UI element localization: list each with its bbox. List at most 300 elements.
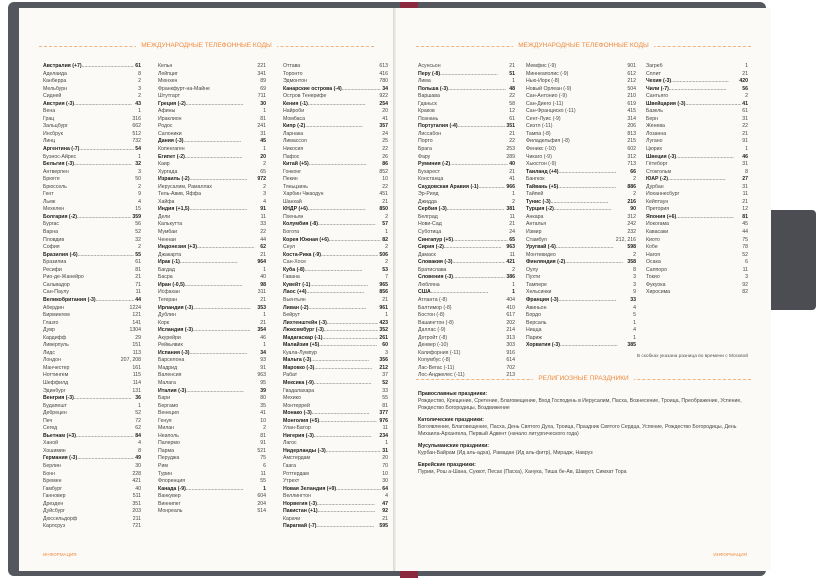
place-name: Порто — [418, 138, 433, 145]
city-code-row — [646, 229, 748, 237]
place-name: Ливерпуль — [43, 342, 69, 349]
place-name: Мемфис (-9) — [526, 63, 557, 69]
place-name: Стамбул — [526, 236, 547, 243]
city-code-row — [646, 131, 748, 139]
holiday-group-text: Богоявление, Благовещение, Пасха, День Святого Духа, Троица, Праздник Святого Сердца, Успение, Рождество Богородицы, День Михаила-Архангела, Первый Адвент (начало литургического года) — [418, 424, 737, 437]
dial-code: 228 — [132, 470, 141, 477]
dial-code: 10 — [382, 176, 388, 183]
city-code-row — [526, 335, 636, 343]
country-code-row — [418, 259, 515, 267]
place-name: Нидерланды (-3) ..... — [283, 448, 381, 456]
codes-column-1 — [418, 63, 515, 380]
dial-code: 21 — [742, 198, 748, 205]
page-header: МЕЖДУНАРОДНЫЕ ТЕЛЕФОННЫЕ КОДЫ — [19, 42, 394, 49]
dial-code: 91 — [742, 138, 748, 145]
city-code-row — [158, 493, 266, 501]
city-code-row — [158, 199, 266, 207]
country-code-row — [418, 71, 515, 79]
place-name: Ванкувер — [158, 493, 181, 500]
dial-code: 45 — [742, 221, 748, 228]
country-code-row — [283, 486, 388, 494]
city-code-row — [158, 297, 266, 305]
place-name: Дуйсбург — [43, 508, 65, 515]
city-code-row — [43, 365, 141, 373]
place-name: Финляндия (-2) ..... — [526, 259, 626, 267]
city-code-row — [646, 221, 748, 229]
dial-code: 11 — [260, 470, 266, 477]
city-code-row — [283, 176, 388, 184]
dial-code: 151 — [132, 342, 141, 349]
place-name: Сальвадор — [43, 281, 70, 288]
country-code-row — [646, 176, 748, 184]
place-name: Антверпен — [43, 168, 69, 175]
dial-code: 81 — [742, 213, 748, 220]
city-code-row — [43, 312, 141, 320]
dial-code: 312 — [627, 213, 636, 220]
place-name: Варна — [43, 229, 58, 236]
place-name: Инсбрук — [43, 130, 63, 137]
dial-code: 34 — [260, 349, 266, 356]
place-name: Найроби — [283, 108, 305, 115]
country-code-row — [283, 320, 388, 328]
place-name: Дамаск — [418, 251, 436, 258]
dial-code: 1 — [385, 312, 388, 319]
dial-code: 41 — [509, 176, 515, 183]
place-name: Сирия (-2) ..... — [418, 244, 505, 252]
dial-code: 1 — [138, 153, 141, 160]
dial-code: 2 — [512, 266, 515, 273]
dial-code: 965 — [379, 281, 388, 288]
place-name: Вена — [43, 108, 56, 115]
place-name: Португалия (-4) ..... — [418, 123, 505, 131]
dial-code: 93 — [260, 357, 266, 364]
place-name: Афины — [158, 108, 176, 115]
place-name: Марокко (-3) ..... — [283, 365, 378, 373]
dial-code: 2 — [138, 93, 141, 100]
city-code-row — [158, 86, 266, 94]
dial-code: 53 — [382, 266, 388, 273]
place-name: Рио-де-Жанейро — [43, 274, 84, 281]
dial-code: 31 — [260, 130, 266, 137]
place-name: Шанхай — [283, 198, 302, 205]
dial-code: 210 — [627, 93, 636, 100]
dial-code: 2 — [263, 161, 266, 168]
place-name: Ларнака — [283, 130, 304, 137]
dial-code: 504 — [627, 85, 636, 92]
city-code-row — [43, 123, 141, 131]
dial-code: 4 — [138, 440, 141, 447]
holiday-group-title: Православные праздники: — [418, 391, 488, 397]
place-name: Токио — [646, 274, 660, 281]
city-code-row — [43, 206, 141, 214]
dial-code: 86 — [382, 161, 388, 168]
place-name: Сеул — [283, 244, 296, 251]
place-name: Льеж — [43, 198, 56, 205]
city-code-row — [526, 116, 636, 124]
dial-code: 404 — [506, 296, 515, 303]
city-code-row — [283, 78, 388, 86]
place-name: Палермо — [158, 440, 180, 447]
place-name: Абердин — [43, 304, 64, 311]
city-code-row — [526, 63, 636, 71]
dial-code: 359 — [132, 213, 141, 220]
dial-code: 61 — [135, 259, 141, 266]
place-name: Багдад — [158, 266, 175, 273]
place-name: Индия (+1,5) ..... — [158, 206, 259, 214]
dial-code: 22 — [382, 183, 388, 190]
place-name: Гвадалахара — [283, 387, 315, 394]
city-code-row — [526, 214, 636, 222]
dial-code: 12 — [509, 108, 515, 115]
place-name: Пекин — [283, 176, 298, 183]
dial-code: 3 — [633, 274, 636, 281]
country-code-row — [526, 342, 636, 350]
place-name: Мадагаскар (-1) ..... — [283, 335, 378, 343]
dial-code: 852 — [379, 168, 388, 175]
city-code-row — [43, 221, 141, 229]
country-code-row — [418, 244, 515, 252]
dial-code: 254 — [379, 100, 388, 107]
place-name: Хельсинки — [526, 289, 552, 296]
dial-code: 856 — [379, 289, 388, 296]
place-name: Тайвань (+5) ..... — [526, 184, 626, 192]
dial-code: 4 — [263, 198, 266, 205]
place-name: Канарские острова (-4) ..... — [283, 86, 381, 94]
city-code-row — [283, 297, 388, 305]
dial-code: 6 — [263, 462, 266, 469]
place-name: Эр-Рияд — [418, 191, 439, 198]
place-name: Мехелен — [43, 206, 65, 213]
city-code-row — [43, 267, 141, 275]
dial-code: 10 — [382, 470, 388, 477]
place-name: Бремен — [43, 478, 62, 485]
country-code-row — [418, 206, 515, 214]
city-code-row — [526, 320, 636, 328]
place-name: Чикаго (-9) — [526, 153, 552, 160]
page-footer: ИНФОРМАЦИЯ — [713, 552, 747, 557]
city-code-row — [43, 78, 141, 86]
country-code-row — [43, 161, 141, 169]
place-name: Гавана — [283, 274, 300, 281]
city-code-row — [158, 108, 266, 116]
place-name: Остров Тенерифе — [283, 93, 327, 100]
country-code-row — [43, 433, 141, 441]
city-code-row — [43, 478, 141, 486]
place-name: Испания (-3) ..... — [158, 350, 259, 358]
place-name: Ирландия (-3) ..... — [158, 305, 256, 313]
dial-code: 21 — [260, 251, 266, 258]
city-code-row — [43, 131, 141, 139]
city-code-row — [158, 410, 266, 418]
place-name: Египет (-2) ..... — [158, 154, 259, 162]
dial-code: 1 — [138, 108, 141, 115]
place-name: США ..... — [418, 289, 511, 297]
dial-code: 98 — [260, 281, 266, 288]
dial-code: 3 — [633, 281, 636, 288]
place-name: Перу (-8) ..... — [418, 71, 508, 79]
dial-code: 613 — [379, 63, 388, 69]
place-name: Познань — [418, 115, 439, 122]
dial-code: 423 — [379, 319, 388, 326]
place-name: Мексика (-9) ..... — [283, 380, 381, 388]
dial-code: 964 — [257, 259, 266, 266]
dial-code: 64 — [382, 485, 388, 492]
dial-code: 11 — [742, 266, 748, 273]
dial-code: 72 — [135, 417, 141, 424]
dial-code: 204 — [257, 500, 266, 507]
place-name: Мельбурн — [43, 85, 67, 92]
dial-code: 595 — [379, 523, 388, 530]
place-name: Копенгаген — [158, 146, 185, 153]
city-code-row — [646, 252, 748, 260]
city-code-row — [43, 440, 141, 448]
city-code-row — [646, 259, 748, 267]
place-name: Дурбан — [646, 183, 664, 190]
city-code-row — [418, 327, 515, 335]
city-code-row — [158, 463, 266, 471]
dial-code: 40 — [135, 485, 141, 492]
dial-code: 415 — [627, 108, 636, 115]
city-code-row — [158, 237, 266, 245]
place-name: Неаполь — [158, 432, 179, 439]
place-name: Хиросима — [646, 289, 671, 296]
dial-code: 212 — [627, 78, 636, 85]
country-code-row — [526, 259, 636, 267]
place-name: Атланта (-8) — [418, 296, 448, 303]
place-name: Парагвай (-7) ..... — [283, 523, 378, 531]
place-name: Гданьск — [418, 100, 437, 107]
dial-code: 5 — [633, 312, 636, 319]
city-code-row — [526, 138, 636, 146]
place-name: Валенсия — [158, 372, 182, 379]
city-code-row — [43, 244, 141, 252]
holiday-group-text: Пурим, Рош а-Шана, Суккот, Песах (Пасха), Ханука, Тиша бе-Ав, Шавуот, Симхат Тора — [418, 469, 627, 475]
city-code-row — [43, 403, 141, 411]
place-name: Нагоя — [646, 251, 661, 258]
place-name: Харбин Чжаодун — [283, 191, 324, 198]
dial-code: 2 — [745, 93, 748, 100]
country-code-row — [158, 206, 266, 214]
city-code-row — [526, 71, 636, 79]
country-code-row — [418, 184, 515, 192]
dial-code: 966 — [506, 183, 515, 190]
place-name: Веллингтон — [283, 493, 311, 500]
place-name: Цюрих — [646, 146, 663, 153]
place-name: Куба (-8) ..... — [283, 267, 381, 275]
city-code-row — [283, 184, 388, 192]
city-code-row — [283, 108, 388, 116]
dial-code: 961 — [379, 304, 388, 311]
city-code-row — [418, 199, 515, 207]
country-code-row — [283, 221, 388, 229]
dial-code: 90 — [630, 206, 636, 213]
place-name: Лугано — [646, 138, 663, 145]
city-code-row — [526, 252, 636, 260]
dial-code: 41 — [382, 115, 388, 122]
holidays-header: РЕЛИГИОЗНЫЕ ПРАЗДНИКИ — [396, 375, 771, 382]
dial-code: 1 — [745, 146, 748, 153]
dial-code: 52 — [742, 251, 748, 258]
dial-code: 11 — [742, 191, 748, 198]
place-name: Дюссельдорф — [43, 515, 78, 522]
place-name: Малайзия (+5) ..... — [283, 342, 381, 350]
city-code-row — [43, 342, 141, 350]
dial-code: 512 — [132, 130, 141, 137]
dial-code: 131 — [132, 387, 141, 394]
dial-code: 31 — [382, 447, 388, 454]
dial-code: 421 — [506, 259, 515, 266]
city-code-row — [418, 146, 515, 154]
dial-code: 604 — [257, 493, 266, 500]
place-name: Бордо — [526, 312, 541, 319]
place-name: Дания (-3) ..... — [158, 138, 259, 146]
city-code-row — [526, 229, 636, 237]
city-code-row — [418, 131, 515, 139]
dial-code: 381 — [506, 206, 515, 213]
place-name: Вашингтон (-8) — [418, 319, 454, 326]
place-name: Дебрецен — [43, 410, 67, 417]
city-code-row — [646, 184, 748, 192]
country-code-row — [526, 169, 636, 177]
city-code-row — [43, 154, 141, 162]
dial-code: 92 — [742, 281, 748, 288]
dial-code: 91 — [260, 364, 266, 371]
place-name: Эдмонтон — [283, 78, 307, 85]
dial-code: 3 — [263, 191, 266, 198]
dial-code: 66 — [630, 168, 636, 175]
city-code-row — [526, 131, 636, 139]
city-code-row — [418, 108, 515, 116]
city-code-row — [418, 138, 515, 146]
place-name: Лимассол — [283, 138, 307, 145]
dial-code: 30 — [382, 478, 388, 485]
country-code-row — [646, 86, 748, 94]
country-code-row — [418, 161, 515, 169]
city-code-row — [418, 320, 515, 328]
dial-code: 4 — [633, 304, 636, 311]
place-name: Калифорния (-11) — [418, 349, 461, 356]
country-code-row — [283, 508, 388, 516]
place-name: Кипр (-2) ..... — [283, 123, 378, 131]
city-code-row — [158, 191, 266, 199]
city-code-row — [646, 191, 748, 199]
dial-code: 44 — [135, 296, 141, 303]
city-code-row — [646, 146, 748, 154]
place-name: Женева — [646, 123, 665, 130]
place-name: Нью-Йорк (-8) — [526, 78, 560, 85]
page-footer: ИНФОРМАЦИЯ — [43, 552, 77, 557]
place-name: Линц — [43, 138, 56, 145]
city-code-row — [43, 501, 141, 509]
country-code-row — [283, 86, 388, 94]
place-name: Пухти — [526, 274, 541, 281]
city-code-row — [43, 108, 141, 116]
country-code-row — [418, 274, 515, 282]
country-code-row — [283, 433, 388, 441]
city-code-row — [646, 169, 748, 177]
place-name: Рим — [158, 462, 168, 469]
place-name: Братислава — [418, 266, 447, 273]
place-name: Лейпциг — [158, 70, 178, 77]
dial-code: 211 — [132, 515, 141, 522]
dial-code: 40 — [260, 274, 266, 281]
place-name: Денвер (-10) — [418, 342, 449, 349]
place-name: Сан-Диего (-11) — [526, 100, 564, 107]
city-code-row — [43, 493, 141, 501]
dial-code: 972 — [257, 176, 266, 183]
city-code-row — [283, 350, 388, 358]
dial-code: 78 — [742, 244, 748, 251]
dial-code: 1 — [745, 63, 748, 69]
country-code-row — [43, 297, 141, 305]
city-code-row — [283, 229, 388, 237]
city-code-row — [158, 116, 266, 124]
city-code-row — [158, 395, 266, 403]
dial-code: 212 — [379, 364, 388, 371]
dial-code: 49 — [135, 455, 141, 462]
dial-code: 216 — [627, 198, 636, 205]
place-name: Роттердам — [283, 470, 309, 477]
dial-code: 52 — [135, 229, 141, 236]
city-code-row — [418, 350, 515, 358]
place-name: Корк — [158, 319, 170, 326]
codes-column-2 — [158, 63, 266, 516]
city-code-row — [158, 357, 266, 365]
dial-code: 70 — [382, 462, 388, 469]
place-name: Анкара — [526, 213, 544, 220]
place-name: Филадельфия (-8) — [526, 138, 570, 145]
dial-code: 22 — [382, 146, 388, 153]
place-name: Авиньон — [526, 304, 547, 311]
right-page — [396, 8, 771, 571]
dial-code: 1 — [263, 266, 266, 273]
place-name: Мюнхен — [158, 78, 178, 85]
city-code-row — [43, 335, 141, 343]
place-name: Тампа (-8) — [526, 130, 551, 137]
city-code-row — [526, 274, 636, 282]
dial-code: 2 — [385, 213, 388, 220]
dial-code: 81 — [382, 402, 388, 409]
country-code-row — [43, 455, 141, 463]
dial-code: 351 — [132, 500, 141, 507]
place-name: Монреаль — [158, 508, 183, 515]
place-name: Сплит — [646, 70, 661, 77]
dial-code: 55 — [260, 478, 266, 485]
place-name: Лос-Анджелес (-11) — [418, 372, 465, 379]
city-code-row — [283, 169, 388, 177]
dial-code: 514 — [257, 508, 266, 515]
city-code-row — [526, 305, 636, 313]
place-name: Люксембург (-3) ..... — [283, 327, 378, 335]
dial-code: 2 — [138, 78, 141, 85]
dial-code: 410 — [506, 304, 515, 311]
place-name: Париж — [526, 334, 542, 341]
dial-code: 813 — [627, 130, 636, 137]
dial-code: 48 — [509, 85, 515, 92]
dial-code: 61 — [509, 115, 515, 122]
place-name: Сидней — [43, 93, 62, 100]
dial-code: 82 — [382, 236, 388, 243]
dial-code: 202 — [506, 319, 515, 326]
city-code-row — [158, 448, 266, 456]
place-name: Польша (-3) ..... — [418, 86, 508, 94]
place-name: Пхеньян — [283, 213, 304, 220]
dial-code: 52 — [135, 410, 141, 417]
city-code-row — [646, 116, 748, 124]
dial-code: 81 — [135, 266, 141, 273]
city-code-row — [43, 71, 141, 79]
city-code-row — [418, 342, 515, 350]
